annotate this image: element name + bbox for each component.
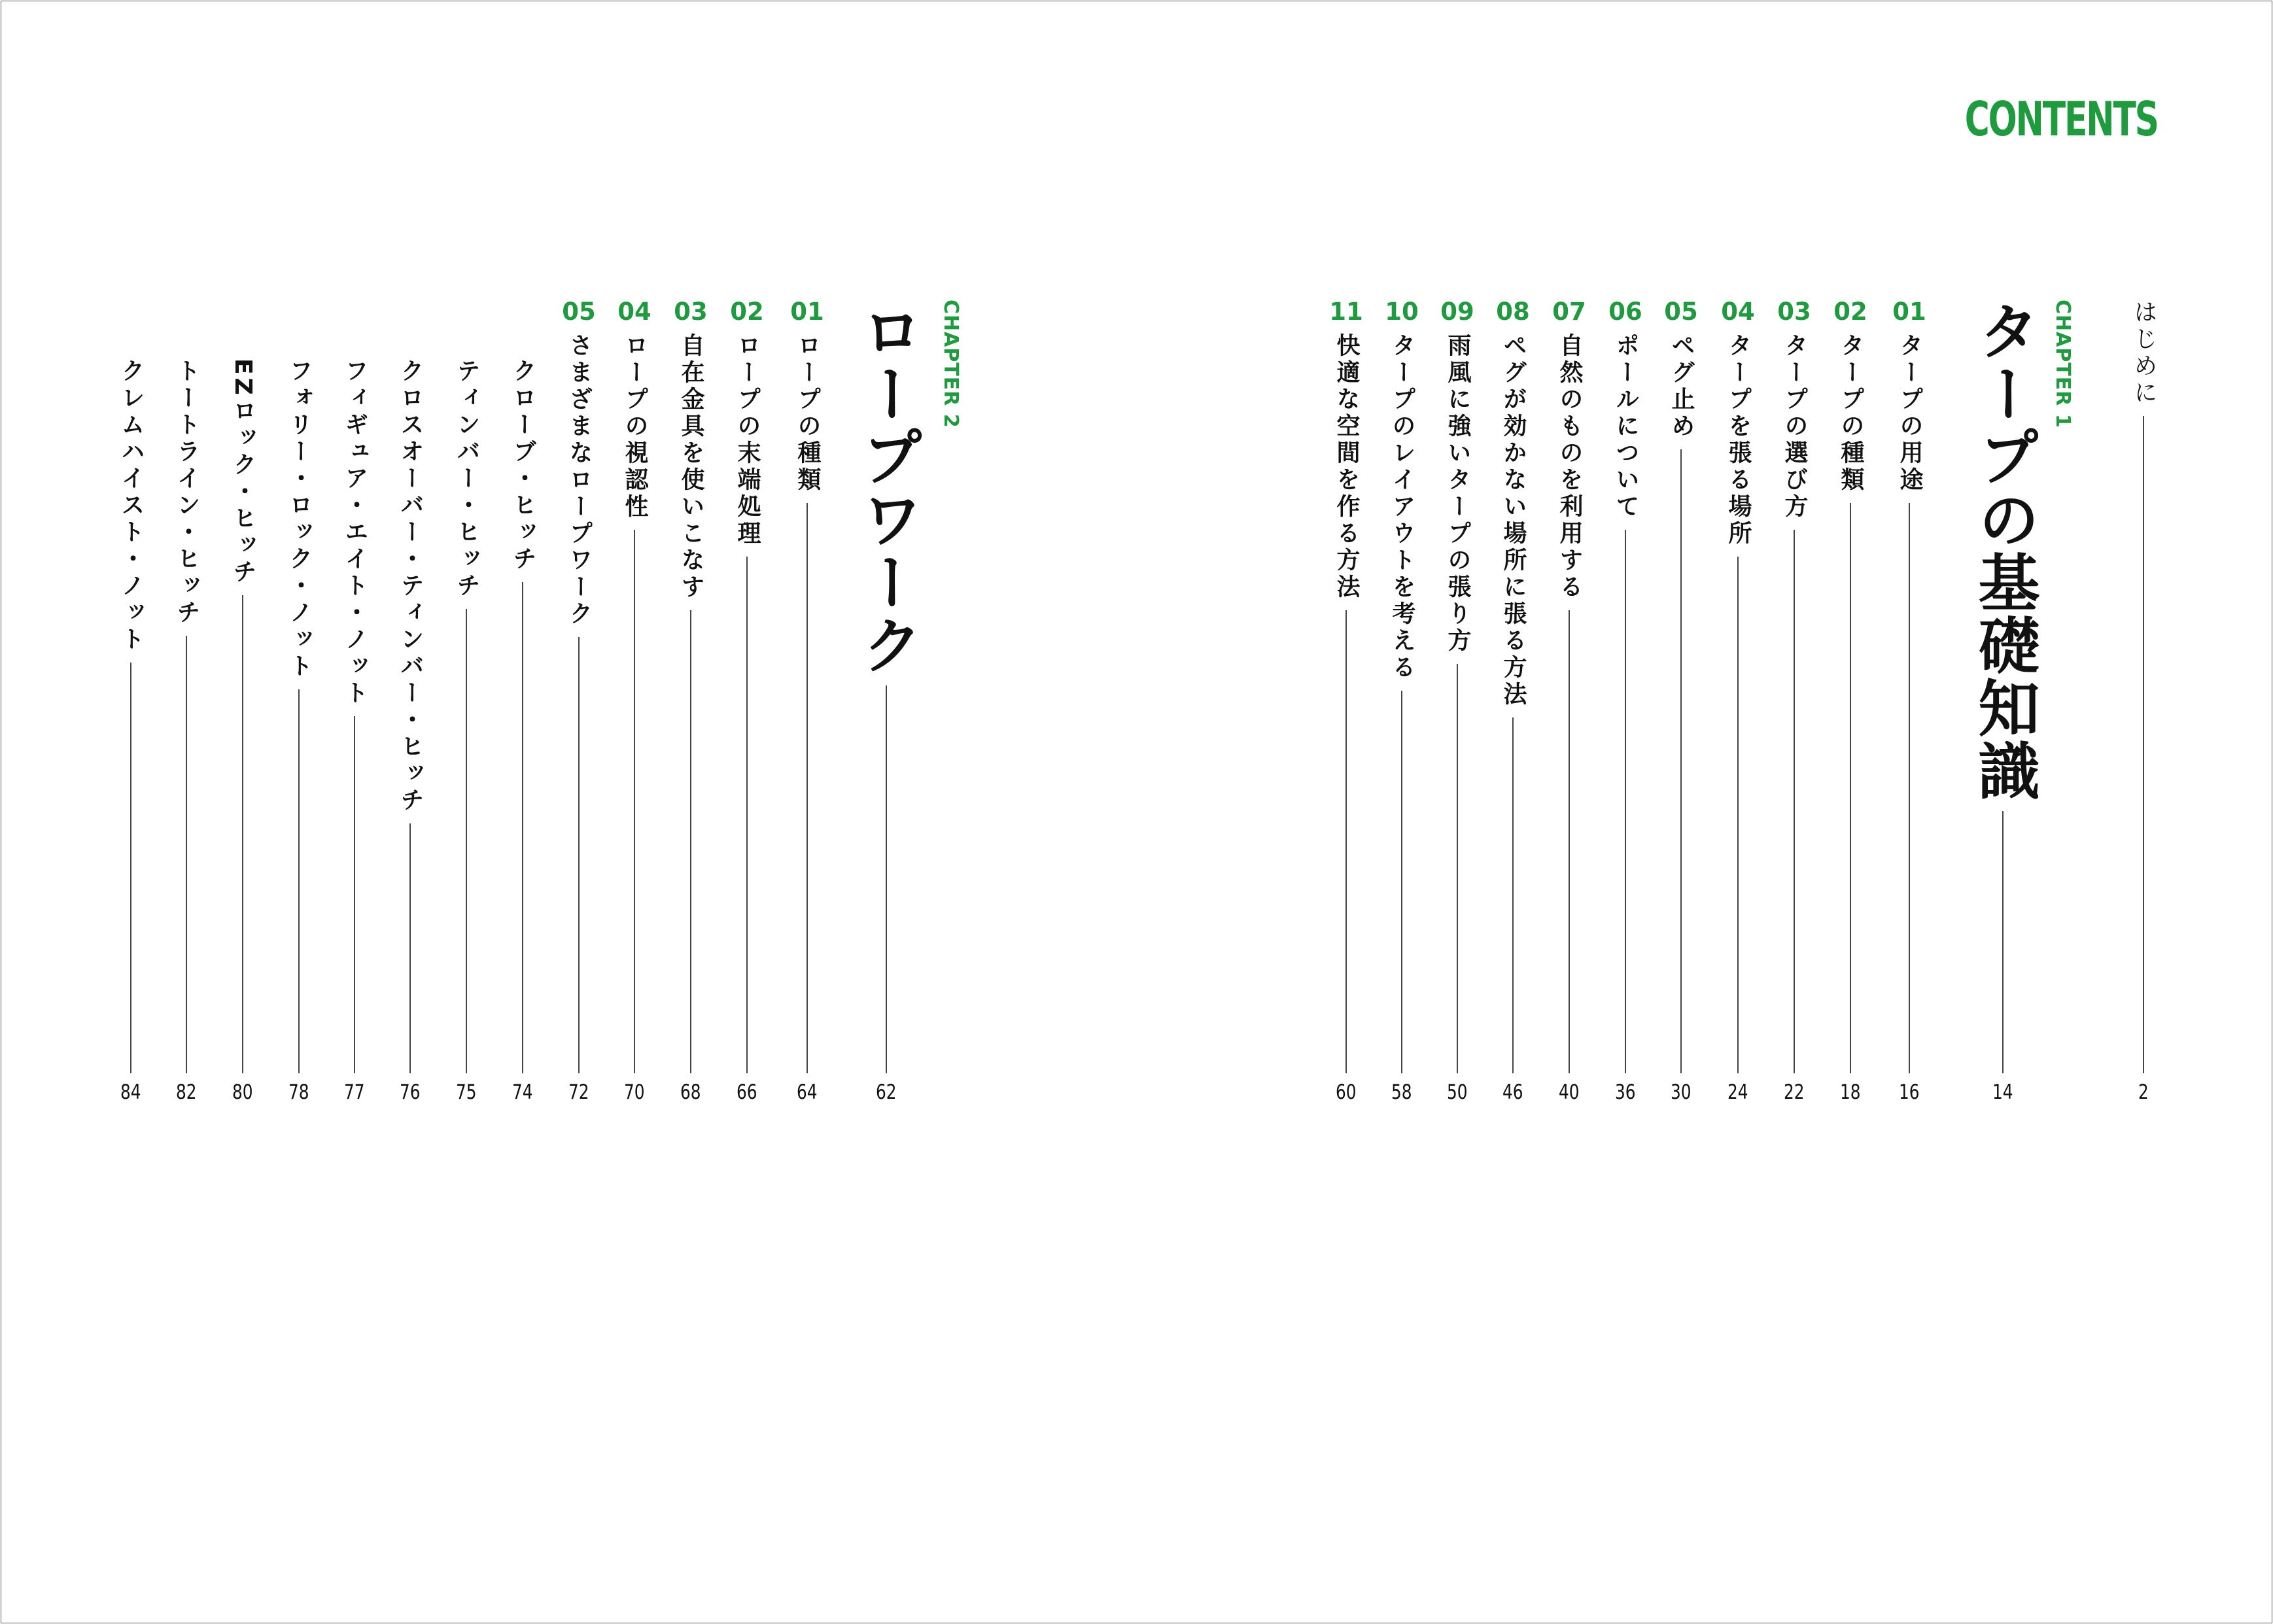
knot-title: フォリー・ロック・ノット [286,358,313,680]
knot-title: クローブ・ヒッチ [510,358,536,573]
section-title: ポールについて [1612,333,1639,521]
section-title: タープの種類 [1837,333,1864,494]
toc-entry-2-02[interactable] [724,300,770,1103]
leader-line [1457,664,1458,1073]
section-title: タープを張る場所 [1725,333,1752,547]
section-title: ロープの末端処理 [734,333,761,547]
chapter2-page: 62 [876,1080,897,1104]
section-number: 04 [1721,298,1755,326]
section-page: 50 [1447,1080,1468,1104]
leader-line [578,637,580,1073]
section-title: タープの用途 [1896,333,1923,494]
section-number: 05 [562,298,596,326]
section-number: 08 [1496,298,1530,326]
leader-line [2143,416,2144,1073]
leader-line [1512,717,1514,1073]
section-page: 36 [1615,1080,1636,1104]
toc-knot-7[interactable] [164,358,209,1103]
knot-page: 77 [344,1080,365,1104]
section-page: 46 [1502,1080,1523,1104]
leader-line [2002,811,2004,1073]
toc-knot-8[interactable] [108,358,154,1103]
knot-page: 78 [288,1080,309,1104]
toc-knot-3[interactable] [387,358,433,1103]
leader-line [1569,610,1570,1073]
leader-line [886,685,887,1073]
toc-entry-1-03[interactable] [1771,300,1817,1103]
leader-line [354,716,355,1073]
section-title: ロープの種類 [794,333,821,494]
leader-line [807,503,808,1073]
leader-line [1401,691,1402,1073]
knot-title: フィギュア・エイト・ノット [341,358,368,707]
knot-page: 75 [456,1080,477,1104]
knot-page: 74 [512,1080,533,1104]
chapter1-page: 14 [1992,1080,2013,1104]
toc-entry-1-07[interactable] [1546,300,1592,1103]
leader-line [1850,503,1851,1073]
section-title: タープのレイアウトを考える [1389,333,1415,682]
knot-title: クロスオーバー・ティンバー・ヒッチ [397,358,424,814]
toc-entry-2-01[interactable] [784,300,830,1103]
section-number: 06 [1608,298,1642,326]
leader-line [1680,449,1682,1073]
leader-line [1345,610,1347,1073]
section-page: 72 [568,1080,589,1104]
knot-page: 76 [400,1080,421,1104]
leader-line [1737,557,1739,1073]
toc-entry-1-08[interactable] [1490,300,1536,1103]
toc-entry-1-01[interactable] [1886,300,1932,1103]
section-number: 02 [1833,298,1867,326]
section-page: 22 [1784,1080,1805,1104]
toc-entry-1-09[interactable] [1434,300,1480,1103]
knot-title: クレムハイスト・ノット [118,358,145,653]
knot-title: EZロック・ヒッチ [230,358,256,586]
toc-entry-1-06[interactable] [1603,300,1648,1103]
leader-line [634,530,635,1073]
section-page: 18 [1840,1080,1861,1104]
leader-line [466,609,467,1073]
section-page: 66 [737,1080,757,1104]
section-number: 11 [1329,298,1363,326]
leader-line [522,582,523,1073]
toc-knot-5[interactable] [276,358,322,1103]
section-number: 01 [1892,298,1926,326]
chapter2-heading[interactable] [847,300,926,1103]
section-title: さまざまなロープワーク [566,333,593,628]
section-title: ロープの視認性 [621,333,648,521]
toc-knot-1[interactable] [500,358,546,1103]
section-page: 60 [1336,1080,1357,1104]
toc-entry-1-04[interactable] [1715,300,1761,1103]
toc-entry-1-02[interactable] [1828,300,1873,1103]
contents-heading: CONTENTS [1964,92,2158,147]
toc-entry-intro[interactable] [2121,300,2166,1103]
section-page: 24 [1727,1080,1748,1104]
section-title: 雨風に強いタープの張り方 [1444,333,1471,655]
section-title: 自然のものを利用する [1556,333,1583,601]
chapter1-heading[interactable] [1964,300,2042,1103]
knot-page: 84 [120,1080,141,1104]
section-page: 16 [1899,1080,1920,1104]
section-number: 03 [1777,298,1811,326]
toc-entry-2-03[interactable] [668,300,714,1103]
section-number: 02 [730,298,764,326]
toc-knot-4[interactable] [332,358,377,1103]
chapter1-label: CHAPTER 1 [2051,300,2074,428]
section-number: 04 [617,298,651,326]
leader-line [1909,503,1910,1073]
leader-line [1625,530,1626,1073]
section-title: タープの選び方 [1781,333,1808,521]
section-page: 40 [1559,1080,1580,1104]
leader-line [409,823,411,1073]
knot-page: 82 [176,1080,197,1104]
section-number: 07 [1552,298,1586,326]
toc-entry-2-05[interactable] [556,300,602,1103]
section-page: 64 [797,1080,818,1104]
toc-entry-1-11[interactable] [1323,300,1369,1103]
section-page: 58 [1391,1080,1412,1104]
knot-page: 80 [232,1080,253,1104]
chapter2-label: CHAPTER 2 [939,300,962,428]
section-page: 68 [680,1080,701,1104]
leader-line [1794,530,1795,1073]
leader-line [746,557,748,1073]
section-number: 09 [1440,298,1474,326]
leader-line [130,663,131,1073]
chapter2-title: ロープワーク [851,300,922,676]
chapter1-title: タープの基礎知識 [1968,300,2039,802]
knot-title: トートライン・ヒッチ [173,358,200,627]
toc-entry-title: はじめに [2130,300,2157,407]
section-page: 30 [1671,1080,1692,1104]
toc-entry-1-05[interactable] [1658,300,1704,1103]
section-title: 自在金具を使いこなす [678,333,704,601]
section-title: 快適な空間を作る方法 [1333,333,1360,601]
toc-entry-page: 2 [2138,1080,2149,1104]
section-page: 70 [624,1080,645,1104]
leader-line [242,595,243,1073]
toc-knot-6[interactable] [220,358,266,1103]
section-number: 05 [1664,298,1698,326]
leader-line [186,636,187,1073]
leader-line [298,689,300,1073]
section-title: ペグが効かない場所に張る方法 [1500,333,1527,708]
knot-title: ティンバー・ヒッチ [453,358,480,600]
toc-entry-2-04[interactable] [612,300,657,1103]
toc-entry-1-10[interactable] [1379,300,1425,1103]
section-title: ペグ止め [1668,333,1695,440]
leader-line [690,610,691,1073]
toc-knot-2[interactable] [443,358,489,1103]
section-number: 03 [674,298,708,326]
section-number: 10 [1385,298,1419,326]
section-number: 01 [790,298,824,326]
